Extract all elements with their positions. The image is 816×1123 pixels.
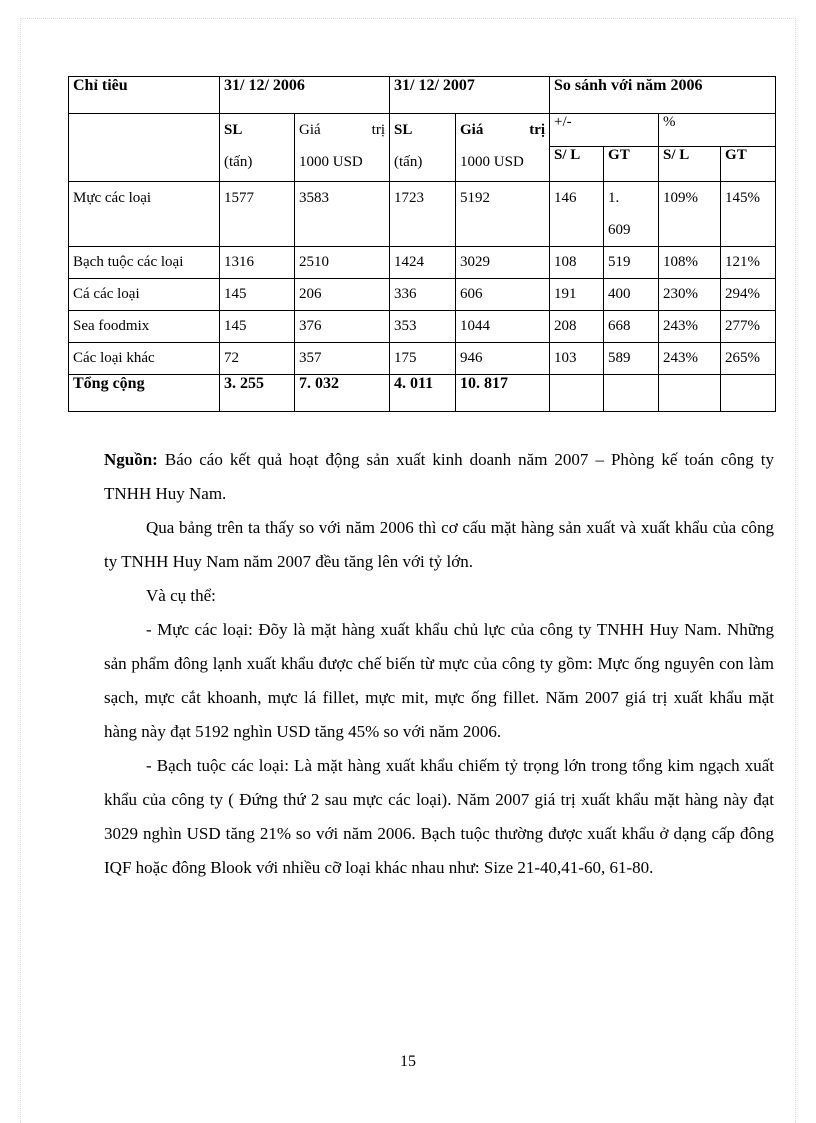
row-name: Sea foodmix [69, 311, 220, 343]
diff-gt-header: GT [604, 147, 659, 182]
cell: 208 [550, 311, 604, 343]
sl-label: SL [394, 122, 413, 138]
sl-2006-header [220, 114, 295, 182]
cell: 243% [659, 343, 721, 375]
header-row-2 [69, 114, 776, 147]
cell: 1316 [220, 247, 295, 279]
cell: 589 [604, 343, 659, 375]
empty-header-cell [69, 114, 220, 182]
row-name: Các loại khác [69, 343, 220, 375]
cell: 4. 011 [390, 375, 456, 412]
total-label: Tổng cộng [69, 375, 220, 412]
pct-header: % [659, 114, 776, 147]
paragraph: - Mực các loại: Đõy là mặt hàng xuất khẩu chủ lực của công ty TNHH Huy Nam. Những sản phẩm đông lạnh xuất khẩu được chế biến từ mực của công ty gồm: Mực ống nguyên con làm sạch, mực cắt khoanh, mực lá fillet, mực mit, mực ống fillet. Năm 2007 giá trị xuất khẩu mặt hàng này đạt 5192 nghìn USD tăng 45% so với năm 2006. [104, 620, 774, 741]
table-row [69, 182, 776, 247]
gt-unit: 1000 USD [460, 154, 524, 170]
row-name: Bạch tuộc các loại [69, 247, 220, 279]
diff-sl-header: S/ L [550, 147, 604, 182]
col-header-compare: So sánh với năm 2006 [550, 77, 776, 114]
table-row [69, 343, 776, 375]
tri-word: trị [529, 122, 546, 138]
col-header-chitieu: Chỉ tiêu [69, 77, 220, 114]
cell: 336 [390, 279, 456, 311]
cell: 1723 [390, 182, 456, 247]
cell: 3583 [295, 182, 390, 247]
diff-header: +/- [550, 114, 659, 147]
cell: 3029 [456, 247, 550, 279]
cell: 3. 255 [220, 375, 295, 412]
paragraph: - Bạch tuộc các loại: Là mặt hàng xuất khẩu chiếm tỷ trọng lớn trong tổng kim ngạch xuất khẩu của công ty ( Đứng thứ 2 sau mực các loại). Năm 2007 giá trị xuất khẩu mặt hàng này đạt 3029 nghìn USD tăng 21% so với năm 2006. Bạch tuộc thường được xuất khẩu ở dạng cấp đông IQF hoặc đông Blook với nhiều cỡ loại khác nhau như: Size 21-40,41-60, 61-80. [104, 756, 774, 877]
gia-tri-label [299, 114, 385, 146]
source-paragraph [104, 443, 774, 511]
cell: 10. 817 [456, 375, 550, 412]
table-row [69, 311, 776, 343]
gia-word: Giá [460, 122, 484, 138]
cell: 5192 [456, 182, 550, 247]
sl-label: SL [224, 122, 243, 138]
cell [721, 375, 776, 412]
cell: 294% [721, 279, 776, 311]
cell-line: 609 [608, 222, 631, 238]
source-text: Báo cáo kết quả hoạt động sản xuất kinh doanh năm 2007 – Phòng kế toán công ty TNHH Huy Nam. [104, 450, 774, 503]
cell: 108 [550, 247, 604, 279]
cell: 1424 [390, 247, 456, 279]
cell [550, 375, 604, 412]
export-table [68, 76, 776, 412]
cell: 108% [659, 247, 721, 279]
gia-tri-label [460, 114, 545, 146]
cell: 277% [721, 311, 776, 343]
cell: 109% [659, 182, 721, 247]
cell: 175 [390, 343, 456, 375]
page-number: 15 [400, 1053, 416, 1070]
cell: 668 [604, 311, 659, 343]
cell: 103 [550, 343, 604, 375]
paragraph: Và cụ thể: [146, 586, 216, 605]
gt-2007-header [456, 114, 550, 182]
cell: 376 [295, 311, 390, 343]
table-row [69, 279, 776, 311]
gt-unit: 1000 USD [299, 154, 363, 170]
cell: 1577 [220, 182, 295, 247]
cell: 519 [604, 247, 659, 279]
pct-sl-header: S/ L [659, 147, 721, 182]
cell: 243% [659, 311, 721, 343]
cell: 145% [721, 182, 776, 247]
col-header-2007: 31/ 12/ 2007 [390, 77, 550, 114]
cell: 145 [220, 311, 295, 343]
row-name: Cá các loại [69, 279, 220, 311]
cell: 606 [456, 279, 550, 311]
row-name: Mực các loại [69, 182, 220, 247]
body-text [104, 443, 774, 885]
cell: 946 [456, 343, 550, 375]
tri-word: trị [371, 122, 386, 138]
cell: 265% [721, 343, 776, 375]
cell: 121% [721, 247, 776, 279]
cell: 230% [659, 279, 721, 311]
cell: 191 [550, 279, 604, 311]
cell [659, 375, 721, 412]
cell: 2510 [295, 247, 390, 279]
cell: 400 [604, 279, 659, 311]
cell [604, 375, 659, 412]
source-label: Nguồn: [104, 450, 158, 469]
cell: 72 [220, 343, 295, 375]
table-row [69, 247, 776, 279]
col-header-2006: 31/ 12/ 2006 [220, 77, 390, 114]
cell: 146 [550, 182, 604, 247]
cell [604, 182, 659, 247]
header-row-1 [69, 77, 776, 114]
cell: 206 [295, 279, 390, 311]
sl-unit: (tấn) [224, 154, 253, 170]
cell: 145 [220, 279, 295, 311]
sl-2007-header [390, 114, 456, 182]
paragraph: Qua bảng trên ta thấy so với năm 2006 thì cơ cấu mặt hàng sản xuất và xuất khẩu của công ty TNHH Huy Nam năm 2007 đều tăng lên với tỷ lớn. [104, 518, 774, 571]
sl-unit: (tấn) [394, 154, 423, 170]
cell: 357 [295, 343, 390, 375]
gia-word: Giá [299, 122, 321, 138]
total-row [69, 375, 776, 412]
cell: 353 [390, 311, 456, 343]
cell-line: 1. [608, 190, 620, 206]
pct-gt-header: GT [721, 147, 776, 182]
gt-2006-header [295, 114, 390, 182]
cell: 1044 [456, 311, 550, 343]
cell: 7. 032 [295, 375, 390, 412]
